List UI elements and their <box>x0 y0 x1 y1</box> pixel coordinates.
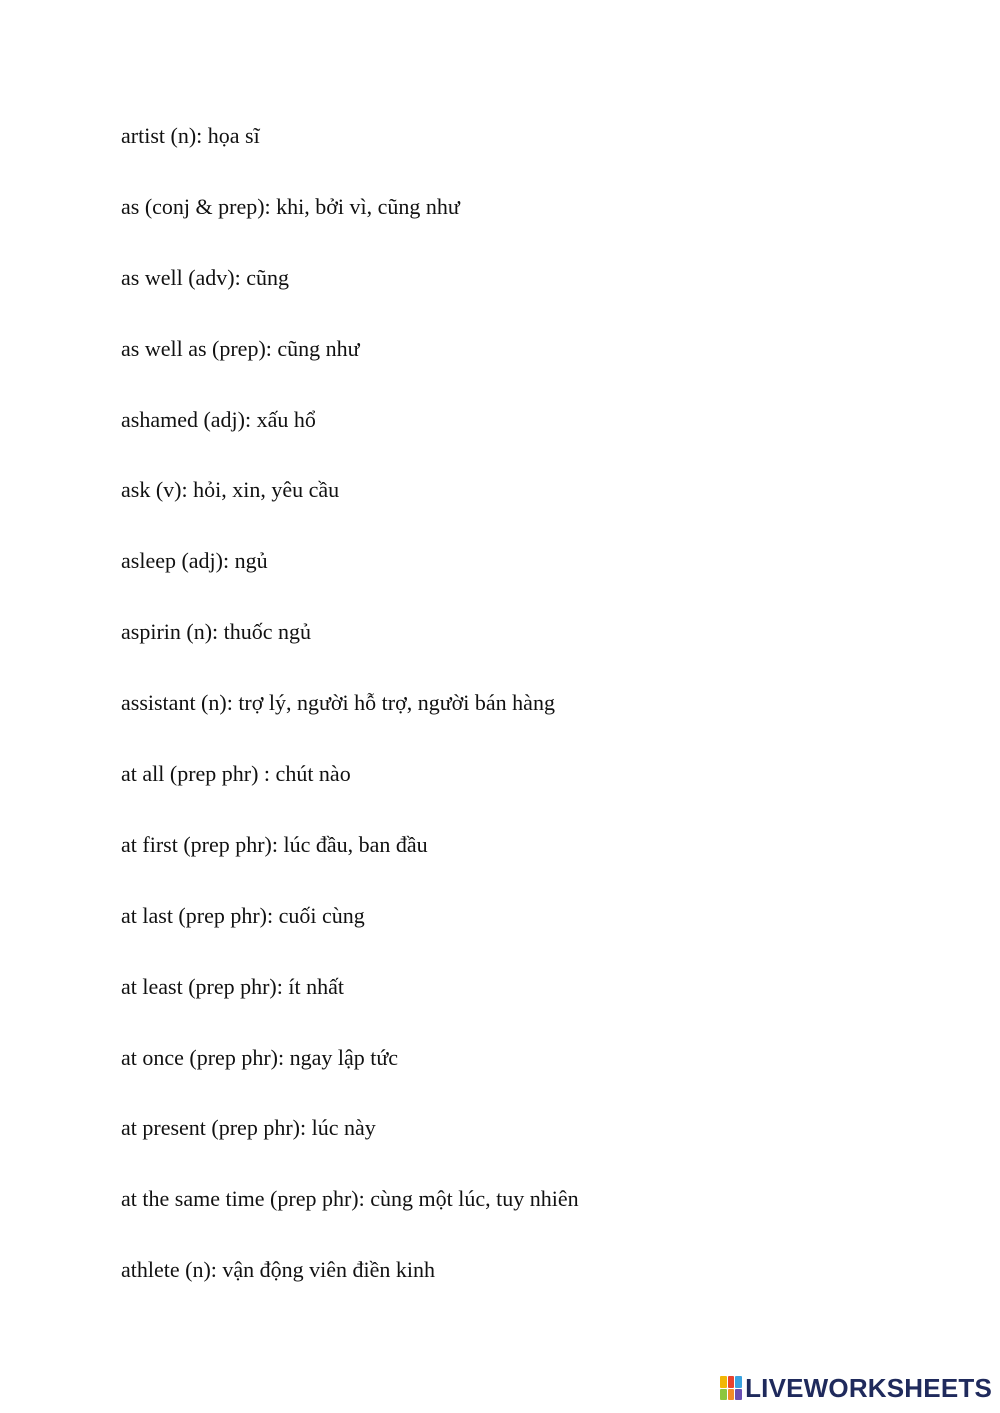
vocabulary-entry: aspirin (n): thuốc ngủ <box>121 619 312 645</box>
logo-block <box>735 1389 742 1401</box>
vocabulary-list <box>121 122 579 1327</box>
vocabulary-entry: asleep (adj): ngủ <box>121 548 268 574</box>
vocabulary-entry: at the same time (prep phr): cùng một lúc, tuy nhiên <box>121 1186 579 1212</box>
vocabulary-entry: ask (v): hỏi, xin, yêu cầu <box>121 477 340 503</box>
vocabulary-entry: as well (adv): cũng <box>121 264 289 290</box>
vocabulary-entry: at all (prep phr) : chút nào <box>121 761 351 787</box>
vocabulary-entry: assistant (n): trợ lý, người hỗ trợ, người bán hàng <box>121 690 555 716</box>
liveworksheets-logo-icon <box>720 1376 742 1400</box>
logo-block <box>720 1389 727 1401</box>
vocabulary-entry: at present (prep phr): lúc này <box>121 1115 376 1141</box>
logo-block <box>720 1376 727 1388</box>
vocabulary-entry: at least (prep phr): ít nhất <box>121 973 344 999</box>
logo-block <box>728 1376 735 1388</box>
logo-block <box>735 1376 742 1388</box>
vocabulary-entry: at last (prep phr): cuối cùng <box>121 902 365 928</box>
vocabulary-entry: at once (prep phr): ngay lập tức <box>121 1044 399 1070</box>
vocabulary-entry: athlete (n): vận động viên điền kinh <box>121 1257 436 1283</box>
vocabulary-entry: artist (n): họa sĩ <box>121 123 260 148</box>
vocabulary-entry: as (conj & prep): khi, bởi vì, cũng như <box>121 193 460 219</box>
vocabulary-entry: at first (prep phr): lúc đầu, ban đầu <box>121 831 428 857</box>
vocabulary-entry: ashamed (adj): xấu hổ <box>121 406 316 432</box>
logo-block <box>728 1389 735 1401</box>
liveworksheets-watermark <box>720 1373 992 1403</box>
vocabulary-entry: as well as (prep): cũng như <box>121 335 360 361</box>
watermark-text: LIVEWORKSHEETS <box>745 1373 992 1403</box>
